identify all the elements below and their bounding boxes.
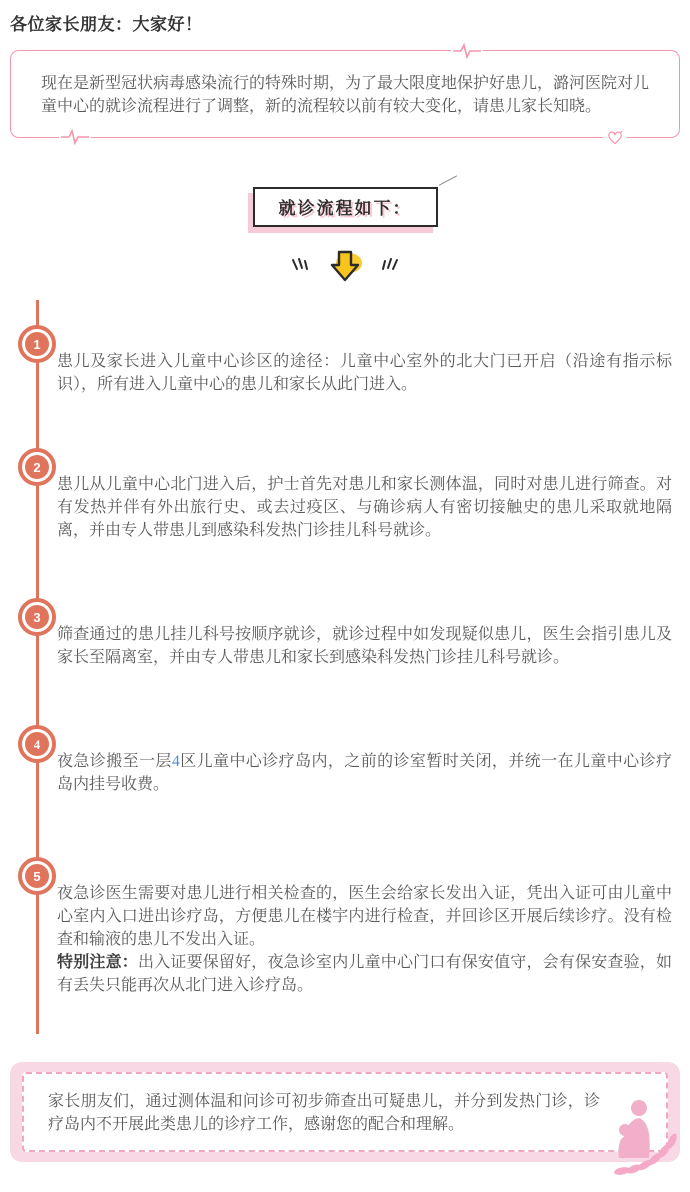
step-text: 患儿从儿童中心北门进入后，护士首先对患儿和家长测体温，同时对患儿进行筛查。对有发热并伴有外出旅行史、或去过疫区、与确诊病人有密切接触史的患儿采取就地隔离，并由专人带患儿到感染科发热门诊挂儿科号就诊。 bbox=[57, 476, 672, 539]
step-text-highlight: 4 bbox=[171, 753, 180, 770]
down-arrow-icon bbox=[324, 247, 366, 294]
intro-box bbox=[10, 50, 680, 138]
flow-header-label: 就诊流程如下： bbox=[278, 199, 412, 218]
step-text-before: 夜急诊搬至一层 bbox=[57, 753, 172, 770]
step-number: 3 bbox=[25, 605, 49, 629]
footer-note-box bbox=[10, 1062, 680, 1162]
step-number-badge bbox=[18, 598, 56, 636]
step-text-after: 区儿童中心诊疗岛内，之前的诊室暂时关闭，并统一在儿童中心诊疗岛内挂号收费。 bbox=[57, 753, 672, 793]
footer-inner-box bbox=[22, 1072, 668, 1152]
timeline-item-5 bbox=[0, 868, 690, 997]
timeline bbox=[0, 336, 690, 1034]
step-text bbox=[57, 750, 672, 796]
timeline-item-4 bbox=[0, 736, 690, 796]
speed-lines-left-icon bbox=[290, 257, 314, 284]
step-number: 2 bbox=[25, 455, 49, 479]
flow-header-box bbox=[253, 187, 438, 227]
corner-line-decoration bbox=[438, 175, 456, 185]
page-title: 各位家长朋友：大家好！ bbox=[10, 15, 203, 34]
step-text: 夜急诊医生需要对患儿进行相关检查的，医生会给家长发出入证，凭出入证可由儿童中心室内入口进出诊疗岛，方便患儿在楼宇内进行检查，并回诊区开展后续诊疗。没有检查和输液的患儿不发出入证。 bbox=[57, 885, 672, 948]
down-arrow-section bbox=[0, 245, 690, 295]
step-number-badge bbox=[18, 448, 56, 486]
flow-header-section bbox=[0, 187, 690, 227]
intro-text: 现在是新型冠状病毒感染流行的特殊时期，为了最大限度地保护好患儿，潞河医院对儿童中心的就诊流程进行了调整，新的流程较以前有较大变化，请患儿家长知晓。 bbox=[41, 75, 650, 115]
footer-text: 家长朋友们，通过测体温和问诊可初步筛查出可疑患儿，并分到发热门诊，诊疗岛内不开展此类患儿的诊疗工作，感谢您的配合和理解。 bbox=[48, 1093, 600, 1133]
heart-icon bbox=[603, 130, 627, 145]
step-number-badge bbox=[18, 857, 56, 895]
leaf-decoration-icon bbox=[612, 1130, 684, 1178]
step-text: 筛查通过的患儿挂儿科号按顺序就诊，就诊过程中如发现疑似患儿，医生会指引患儿及家长至隔离室，并由专人带患儿和家长到感染科发热门诊挂儿科号就诊。 bbox=[57, 626, 672, 666]
timeline-item-2 bbox=[0, 459, 690, 542]
heartbeat-icon bbox=[451, 43, 483, 59]
step-number: 4 bbox=[25, 732, 49, 756]
heartbeat-icon bbox=[59, 129, 91, 145]
step-note-text: 出入证要保留好，夜急诊室内儿童中心门口有保安值守，会有保安查验，如有丢失只能再次从北门进入诊疗岛。 bbox=[57, 954, 672, 994]
timeline-item-3 bbox=[0, 609, 690, 669]
timeline-item-1 bbox=[0, 336, 690, 396]
step-number-badge bbox=[18, 725, 56, 763]
step-number: 5 bbox=[25, 864, 49, 888]
step-number: 1 bbox=[25, 332, 49, 356]
step-note-label: 特别注意： bbox=[57, 954, 138, 971]
step-text: 患儿及家长进入儿童中心诊区的途径：儿童中心室外的北大门已开启（沿途有指示标识），所有进入儿童中心的患儿和家长从此门进入。 bbox=[57, 353, 672, 393]
step-number-badge bbox=[18, 325, 56, 363]
speed-lines-right-icon bbox=[376, 257, 400, 284]
step-note bbox=[57, 951, 672, 997]
